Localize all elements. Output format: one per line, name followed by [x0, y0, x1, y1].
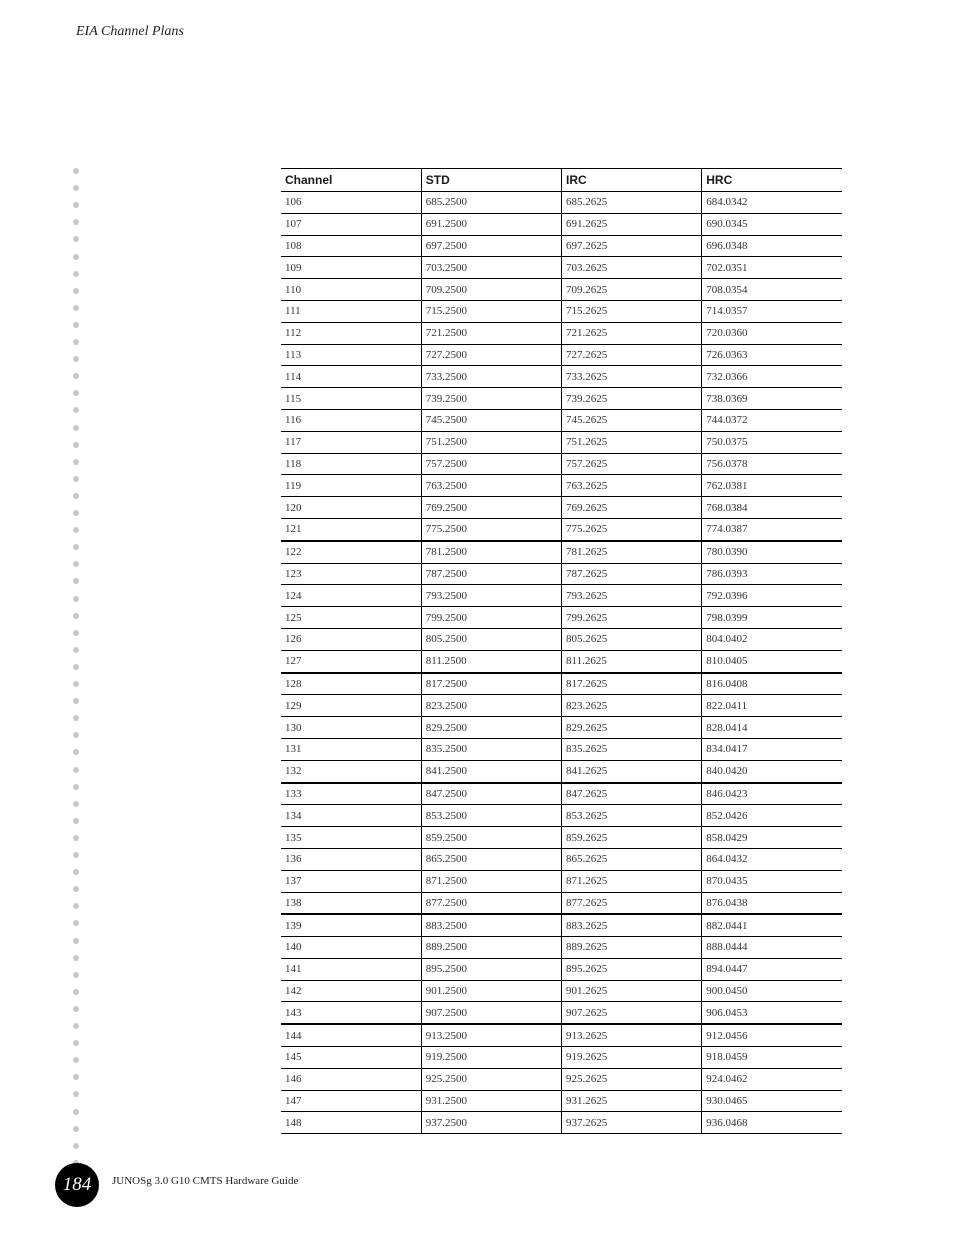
table-cell-hrc: 930.0465	[702, 1090, 842, 1112]
margin-dot	[73, 715, 79, 721]
margin-dot	[73, 373, 79, 379]
table-cell-channel: 140	[281, 937, 421, 959]
table-row	[281, 827, 842, 849]
table-row	[281, 870, 842, 892]
margin-dot	[73, 1040, 79, 1046]
table-body	[281, 192, 842, 1134]
margin-dot	[73, 869, 79, 875]
table-cell-std: 817.2500	[421, 673, 561, 695]
header-irc: IRC	[562, 169, 702, 192]
table-cell-hrc: 918.0459	[702, 1047, 842, 1069]
margin-dot	[73, 578, 79, 584]
table-cell-hrc: 924.0462	[702, 1068, 842, 1090]
margin-dot	[73, 1091, 79, 1097]
table-cell-std: 733.2500	[421, 366, 561, 388]
table-cell-channel: 106	[281, 192, 421, 214]
table-cell-irc: 877.2625	[562, 892, 702, 914]
margin-dot	[73, 938, 79, 944]
table-cell-std: 865.2500	[421, 848, 561, 870]
table-row	[281, 453, 842, 475]
table-row	[281, 409, 842, 431]
margin-dot	[73, 510, 79, 516]
table-cell-irc: 721.2625	[562, 322, 702, 344]
table-cell-irc: 883.2625	[562, 914, 702, 936]
table-cell-channel: 135	[281, 827, 421, 849]
table-row	[281, 541, 842, 563]
table-row	[281, 388, 842, 410]
table-cell-channel: 110	[281, 279, 421, 301]
table-cell-hrc: 732.0366	[702, 366, 842, 388]
table-cell-hrc: 792.0396	[702, 585, 842, 607]
table-row	[281, 497, 842, 519]
table-cell-std: 751.2500	[421, 431, 561, 453]
table-cell-hrc: 852.0426	[702, 805, 842, 827]
table-cell-hrc: 702.0351	[702, 257, 842, 279]
table-cell-irc: 907.2625	[562, 1002, 702, 1024]
margin-dot	[73, 886, 79, 892]
table-cell-hrc: 900.0450	[702, 980, 842, 1002]
table-cell-std: 913.2500	[421, 1024, 561, 1046]
margin-dot	[73, 459, 79, 465]
table-row	[281, 300, 842, 322]
table-cell-hrc: 786.0393	[702, 563, 842, 585]
table-cell-channel: 118	[281, 453, 421, 475]
table-cell-std: 769.2500	[421, 497, 561, 519]
table-cell-channel: 145	[281, 1047, 421, 1069]
table-cell-std: 907.2500	[421, 1002, 561, 1024]
table-cell-std: 895.2500	[421, 958, 561, 980]
table-cell-hrc: 858.0429	[702, 827, 842, 849]
table-cell-hrc: 690.0345	[702, 213, 842, 235]
table-row	[281, 1090, 842, 1112]
table-cell-hrc: 726.0363	[702, 344, 842, 366]
footer-doc-title: JUNOSg 3.0 G10 CMTS Hardware Guide	[112, 1175, 299, 1187]
table-header-row	[281, 169, 842, 192]
table-cell-channel: 125	[281, 607, 421, 629]
table-row	[281, 958, 842, 980]
table-cell-hrc: 912.0456	[702, 1024, 842, 1046]
table-cell-std: 835.2500	[421, 738, 561, 760]
margin-dot	[73, 305, 79, 311]
table-cell-hrc: 936.0468	[702, 1112, 842, 1134]
table-cell-hrc: 888.0444	[702, 937, 842, 959]
margin-dot	[73, 254, 79, 260]
table-row	[281, 805, 842, 827]
table-cell-hrc: 906.0453	[702, 1002, 842, 1024]
margin-dot	[73, 442, 79, 448]
margin-dot	[73, 168, 79, 174]
table-cell-std: 859.2500	[421, 827, 561, 849]
margin-dot	[73, 493, 79, 499]
table-cell-hrc: 810.0405	[702, 650, 842, 672]
margin-dot	[73, 339, 79, 345]
table-cell-irc: 697.2625	[562, 235, 702, 257]
margin-dot	[73, 955, 79, 961]
table-cell-channel: 147	[281, 1090, 421, 1112]
table-cell-hrc: 864.0432	[702, 848, 842, 870]
table-row	[281, 607, 842, 629]
table-cell-std: 727.2500	[421, 344, 561, 366]
table-cell-std: 745.2500	[421, 409, 561, 431]
table-cell-std: 883.2500	[421, 914, 561, 936]
table-row	[281, 980, 842, 1002]
table-row	[281, 650, 842, 672]
table-cell-std: 871.2500	[421, 870, 561, 892]
table-cell-irc: 787.2625	[562, 563, 702, 585]
table-cell-hrc: 840.0420	[702, 760, 842, 782]
margin-dot	[73, 322, 79, 328]
table-row	[281, 518, 842, 540]
margin-dot	[73, 801, 79, 807]
margin-dot	[73, 920, 79, 926]
table-cell-irc: 769.2625	[562, 497, 702, 519]
table-row	[281, 738, 842, 760]
table-cell-channel: 148	[281, 1112, 421, 1134]
table-cell-std: 793.2500	[421, 585, 561, 607]
table-cell-channel: 134	[281, 805, 421, 827]
table-cell-channel: 107	[281, 213, 421, 235]
table-cell-irc: 691.2625	[562, 213, 702, 235]
table-row	[281, 695, 842, 717]
table-row	[281, 344, 842, 366]
table-cell-irc: 727.2625	[562, 344, 702, 366]
table-cell-irc: 865.2625	[562, 848, 702, 870]
table-row	[281, 1024, 842, 1046]
table-cell-hrc: 894.0447	[702, 958, 842, 980]
table-cell-channel: 119	[281, 475, 421, 497]
table-cell-channel: 120	[281, 497, 421, 519]
margin-dot	[73, 664, 79, 670]
margin-dot	[73, 356, 79, 362]
margin-dot	[73, 288, 79, 294]
table-row	[281, 1112, 842, 1134]
table-cell-std: 901.2500	[421, 980, 561, 1002]
table-row	[281, 585, 842, 607]
table-cell-channel: 129	[281, 695, 421, 717]
table-cell-channel: 108	[281, 235, 421, 257]
table-cell-std: 703.2500	[421, 257, 561, 279]
table-row	[281, 1002, 842, 1024]
table-cell-channel: 123	[281, 563, 421, 585]
margin-dot	[73, 219, 79, 225]
table-cell-channel: 142	[281, 980, 421, 1002]
table-cell-std: 925.2500	[421, 1068, 561, 1090]
table-cell-channel: 114	[281, 366, 421, 388]
table-cell-std: 709.2500	[421, 279, 561, 301]
margin-dot	[73, 202, 79, 208]
table-cell-channel: 111	[281, 300, 421, 322]
table-cell-std: 931.2500	[421, 1090, 561, 1112]
table-cell-irc: 937.2625	[562, 1112, 702, 1134]
table-cell-irc: 871.2625	[562, 870, 702, 892]
table-row	[281, 783, 842, 805]
margin-dot	[73, 630, 79, 636]
table-cell-hrc: 804.0402	[702, 628, 842, 650]
table-cell-hrc: 738.0369	[702, 388, 842, 410]
table-cell-std: 799.2500	[421, 607, 561, 629]
table-cell-std: 775.2500	[421, 518, 561, 540]
table-row	[281, 937, 842, 959]
margin-dot	[73, 561, 79, 567]
margin-dot	[73, 732, 79, 738]
table-cell-channel: 122	[281, 541, 421, 563]
table-cell-std: 685.2500	[421, 192, 561, 214]
margin-dot	[73, 271, 79, 277]
margin-dot	[73, 698, 79, 704]
table-cell-channel: 130	[281, 717, 421, 739]
table-row	[281, 235, 842, 257]
margin-dot	[73, 681, 79, 687]
table-cell-irc: 805.2625	[562, 628, 702, 650]
table-row	[281, 475, 842, 497]
table-cell-hrc: 720.0360	[702, 322, 842, 344]
margin-dot	[73, 989, 79, 995]
table-row	[281, 914, 842, 936]
table-row	[281, 717, 842, 739]
table-cell-channel: 143	[281, 1002, 421, 1024]
table-row	[281, 213, 842, 235]
margin-dot	[73, 852, 79, 858]
table-cell-channel: 112	[281, 322, 421, 344]
table-cell-hrc: 714.0357	[702, 300, 842, 322]
table-cell-hrc: 696.0348	[702, 235, 842, 257]
table-row	[281, 848, 842, 870]
table-cell-channel: 121	[281, 518, 421, 540]
margin-dot	[73, 544, 79, 550]
table-cell-channel: 126	[281, 628, 421, 650]
table-cell-irc: 853.2625	[562, 805, 702, 827]
table-row	[281, 563, 842, 585]
table-cell-channel: 113	[281, 344, 421, 366]
table-cell-irc: 889.2625	[562, 937, 702, 959]
table-cell-std: 763.2500	[421, 475, 561, 497]
table-cell-std: 697.2500	[421, 235, 561, 257]
table-row	[281, 1068, 842, 1090]
table-row	[281, 760, 842, 782]
margin-dot	[73, 784, 79, 790]
table-cell-irc: 781.2625	[562, 541, 702, 563]
margin-dot	[73, 1126, 79, 1132]
table-cell-irc: 847.2625	[562, 783, 702, 805]
table-cell-channel: 109	[281, 257, 421, 279]
table-row	[281, 192, 842, 214]
table-cell-hrc: 756.0378	[702, 453, 842, 475]
table-cell-channel: 138	[281, 892, 421, 914]
table-cell-std: 757.2500	[421, 453, 561, 475]
margin-dot	[73, 1023, 79, 1029]
margin-dot	[73, 596, 79, 602]
table-row	[281, 628, 842, 650]
table-row	[281, 257, 842, 279]
table-row	[281, 673, 842, 695]
table-cell-std: 829.2500	[421, 717, 561, 739]
margin-dot	[73, 1006, 79, 1012]
table-cell-hrc: 750.0375	[702, 431, 842, 453]
margin-dot	[73, 903, 79, 909]
table-cell-channel: 124	[281, 585, 421, 607]
table-cell-channel: 117	[281, 431, 421, 453]
table-cell-irc: 919.2625	[562, 1047, 702, 1069]
table-cell-std: 691.2500	[421, 213, 561, 235]
eia-channel-table	[281, 168, 842, 1134]
table-cell-hrc: 708.0354	[702, 279, 842, 301]
table-cell-irc: 685.2625	[562, 192, 702, 214]
table-cell-hrc: 846.0423	[702, 783, 842, 805]
table-cell-channel: 136	[281, 848, 421, 870]
table-cell-std: 811.2500	[421, 650, 561, 672]
table-cell-irc: 841.2625	[562, 760, 702, 782]
table-cell-irc: 709.2625	[562, 279, 702, 301]
table-cell-hrc: 828.0414	[702, 717, 842, 739]
table-cell-irc: 715.2625	[562, 300, 702, 322]
table-cell-channel: 133	[281, 783, 421, 805]
table-cell-std: 787.2500	[421, 563, 561, 585]
table-cell-irc: 817.2625	[562, 673, 702, 695]
table-cell-channel: 131	[281, 738, 421, 760]
table-cell-channel: 139	[281, 914, 421, 936]
table-cell-std: 721.2500	[421, 322, 561, 344]
table-cell-hrc: 870.0435	[702, 870, 842, 892]
table-cell-irc: 913.2625	[562, 1024, 702, 1046]
table-cell-std: 937.2500	[421, 1112, 561, 1134]
margin-dot	[73, 749, 79, 755]
margin-dot	[73, 390, 79, 396]
table-row	[281, 431, 842, 453]
margin-dot	[73, 527, 79, 533]
table-cell-irc: 793.2625	[562, 585, 702, 607]
table-row	[281, 366, 842, 388]
table-cell-irc: 739.2625	[562, 388, 702, 410]
running-head-title: EIA Channel Plans	[76, 24, 184, 39]
table-cell-irc: 901.2625	[562, 980, 702, 1002]
table-cell-std: 841.2500	[421, 760, 561, 782]
table-cell-std: 823.2500	[421, 695, 561, 717]
margin-dot	[73, 767, 79, 773]
margin-dot	[73, 647, 79, 653]
table-cell-hrc: 762.0381	[702, 475, 842, 497]
table-row	[281, 1047, 842, 1069]
table-cell-std: 877.2500	[421, 892, 561, 914]
table-cell-std: 805.2500	[421, 628, 561, 650]
margin-dot	[73, 407, 79, 413]
table-cell-irc: 763.2625	[562, 475, 702, 497]
table-cell-irc: 751.2625	[562, 431, 702, 453]
table-cell-hrc: 684.0342	[702, 192, 842, 214]
table-cell-hrc: 798.0399	[702, 607, 842, 629]
table-cell-channel: 115	[281, 388, 421, 410]
table-row	[281, 279, 842, 301]
table-cell-channel: 137	[281, 870, 421, 892]
table-cell-hrc: 876.0438	[702, 892, 842, 914]
header-std: STD	[421, 169, 561, 192]
table-cell-std: 853.2500	[421, 805, 561, 827]
table-cell-irc: 757.2625	[562, 453, 702, 475]
margin-dot	[73, 425, 79, 431]
margin-dot	[73, 835, 79, 841]
table-cell-channel: 127	[281, 650, 421, 672]
page-number-badge: 184	[55, 1163, 99, 1207]
margin-dot	[73, 185, 79, 191]
table-cell-irc: 775.2625	[562, 518, 702, 540]
table-cell-channel: 128	[281, 673, 421, 695]
table-cell-channel: 141	[281, 958, 421, 980]
table-cell-irc: 703.2625	[562, 257, 702, 279]
table-cell-hrc: 822.0411	[702, 695, 842, 717]
margin-dot	[73, 236, 79, 242]
table-cell-std: 919.2500	[421, 1047, 561, 1069]
margin-dot	[73, 1074, 79, 1080]
margin-dot	[73, 613, 79, 619]
table-cell-hrc: 882.0441	[702, 914, 842, 936]
table-row	[281, 322, 842, 344]
table-cell-irc: 733.2625	[562, 366, 702, 388]
margin-dot	[73, 818, 79, 824]
table-cell-hrc: 780.0390	[702, 541, 842, 563]
margin-dot	[73, 1109, 79, 1115]
table-cell-irc: 835.2625	[562, 738, 702, 760]
table-cell-channel: 146	[281, 1068, 421, 1090]
table-cell-hrc: 768.0384	[702, 497, 842, 519]
table-cell-irc: 811.2625	[562, 650, 702, 672]
header-hrc: HRC	[702, 169, 842, 192]
table-cell-channel: 144	[281, 1024, 421, 1046]
table-cell-std: 739.2500	[421, 388, 561, 410]
margin-dot	[73, 972, 79, 978]
table-cell-irc: 859.2625	[562, 827, 702, 849]
table-cell-std: 715.2500	[421, 300, 561, 322]
table-cell-hrc: 816.0408	[702, 673, 842, 695]
table-cell-std: 889.2500	[421, 937, 561, 959]
header-channel: Channel	[281, 169, 421, 192]
table-cell-irc: 925.2625	[562, 1068, 702, 1090]
table-cell-irc: 931.2625	[562, 1090, 702, 1112]
margin-dot	[73, 476, 79, 482]
table-row	[281, 892, 842, 914]
table-cell-irc: 823.2625	[562, 695, 702, 717]
table-cell-channel: 132	[281, 760, 421, 782]
table-cell-std: 781.2500	[421, 541, 561, 563]
table-cell-channel: 116	[281, 409, 421, 431]
table-cell-hrc: 774.0387	[702, 518, 842, 540]
table-cell-irc: 829.2625	[562, 717, 702, 739]
table-cell-irc: 799.2625	[562, 607, 702, 629]
table-cell-irc: 895.2625	[562, 958, 702, 980]
table-cell-hrc: 744.0372	[702, 409, 842, 431]
table-cell-std: 847.2500	[421, 783, 561, 805]
margin-dot	[73, 1143, 79, 1149]
table-cell-hrc: 834.0417	[702, 738, 842, 760]
margin-dot	[73, 1057, 79, 1063]
table-cell-irc: 745.2625	[562, 409, 702, 431]
